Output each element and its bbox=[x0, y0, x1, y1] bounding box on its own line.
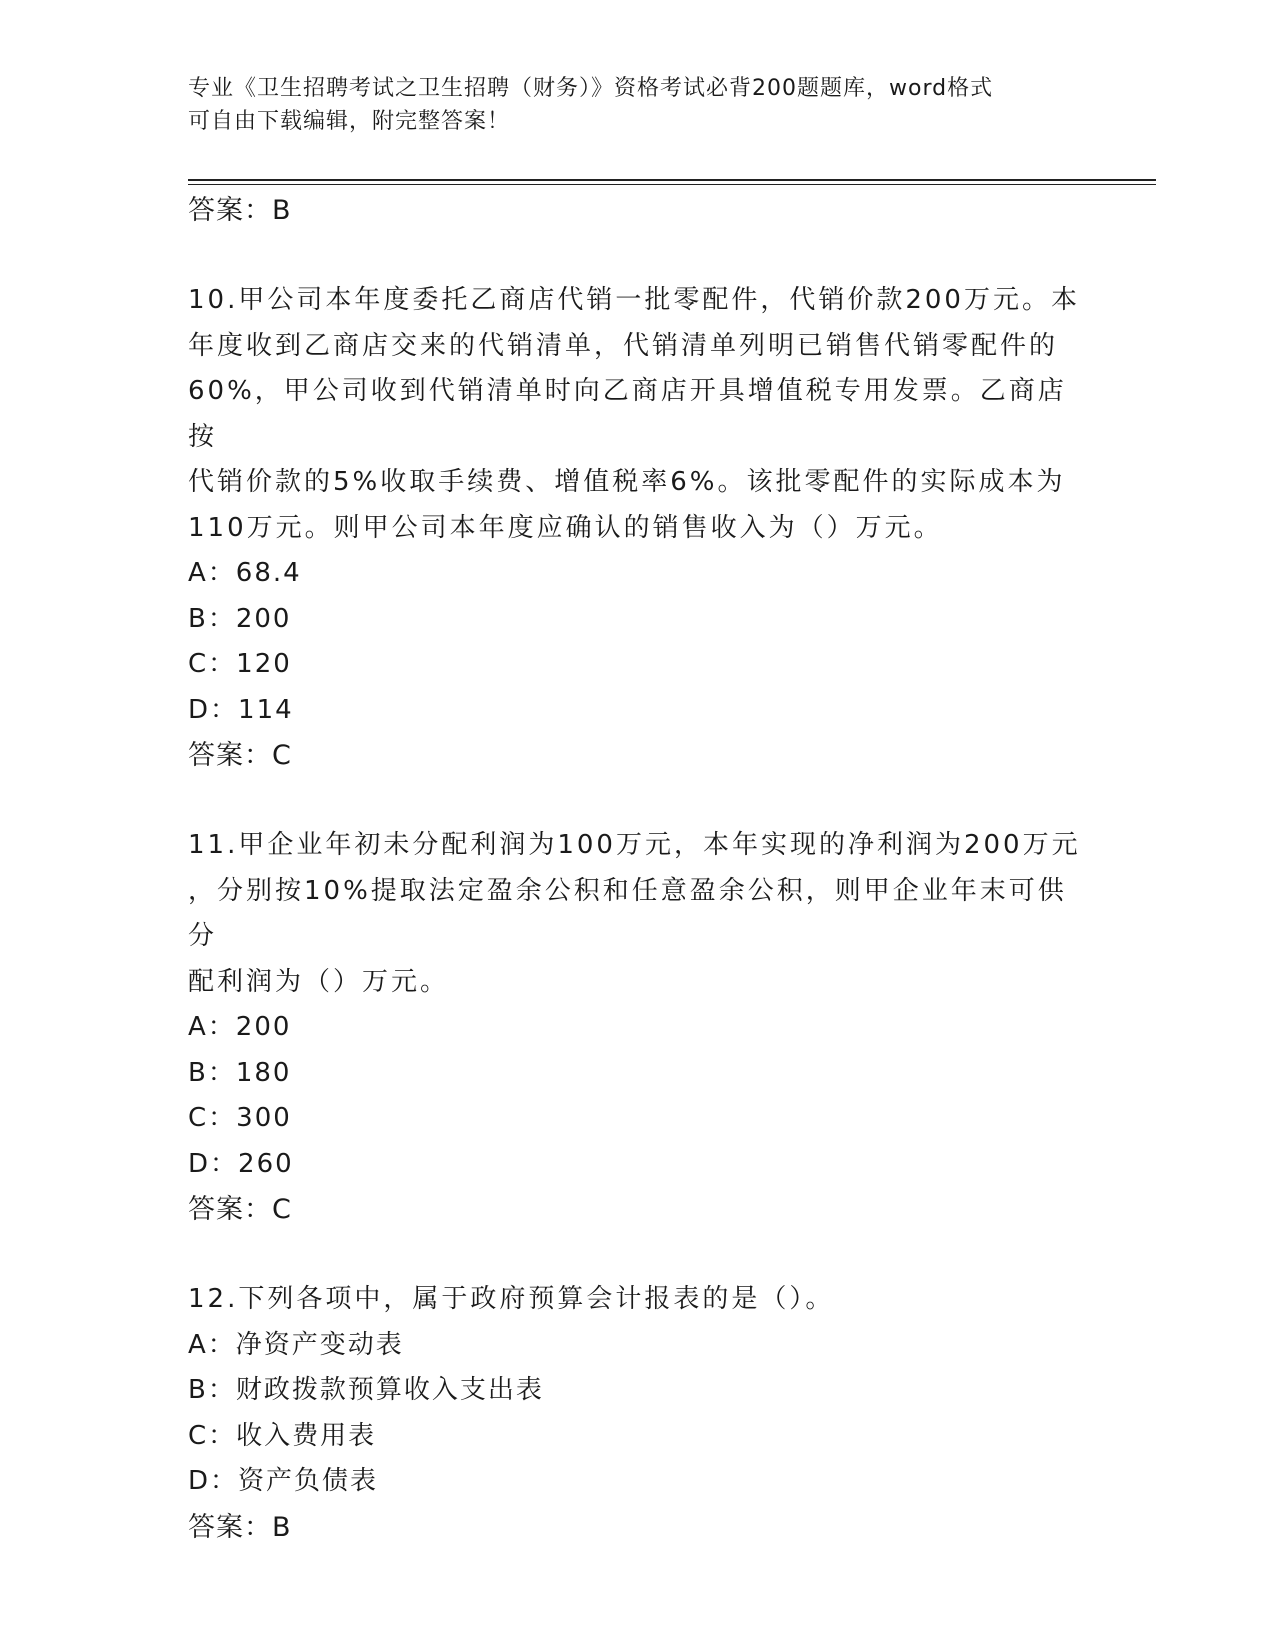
question-stem-line: 12.下列各项中，属于政府预算会计报表的是（）。 bbox=[188, 1284, 835, 1314]
option-b: B：200 bbox=[188, 603, 292, 634]
question-stem-line: 60%，甲公司收到代销清单时向乙商店开具增值税专用发票。乙商店按 bbox=[188, 376, 1067, 452]
question-stem-line: 配利润为（）万元。 bbox=[188, 966, 450, 997]
option-d: D：资产负债表 bbox=[188, 1466, 379, 1496]
question-list bbox=[188, 188, 1088, 1551]
question-10 bbox=[188, 278, 1088, 779]
option-a: A：68.4 bbox=[188, 558, 302, 588]
question-stem-line: 10.甲公司本年度委托乙商店代销一批零配件，代销价款200万元。本 bbox=[188, 285, 1080, 315]
question-stem-line: 110万元。则甲公司本年度应确认的销售收入为（）万元。 bbox=[188, 512, 943, 543]
header-rule-thin bbox=[188, 184, 1156, 185]
question-11 bbox=[188, 823, 1088, 1233]
option-c: C：收入费用表 bbox=[188, 1420, 377, 1451]
header-line-2: 可自由下载编辑，附完整答案！ bbox=[188, 109, 511, 134]
question-stem-line: 11.甲企业年初未分配利润为100万元，本年实现的净利润为200万元 bbox=[188, 830, 1081, 860]
header-rule-thick bbox=[188, 179, 1156, 181]
option-c: C：120 bbox=[188, 649, 292, 679]
option-c: C：300 bbox=[188, 1103, 292, 1133]
question-stem-line: 代销价款的5%收取手续费、增值税率6%。该批零配件的实际成本为 bbox=[188, 467, 1066, 497]
question-stem-line: ，分别按10%提取法定盈余公积和任意盈余公积，则甲企业年末可供分 bbox=[188, 875, 1067, 951]
header-line-1: 专业《卫生招聘考试之卫生招聘（财务）》资格考试必背200题题库，word格式 bbox=[188, 76, 994, 101]
option-b: B：180 bbox=[188, 1057, 292, 1088]
answer: 答案：C bbox=[188, 1194, 292, 1225]
option-d: D：114 bbox=[188, 694, 294, 725]
option-a: A：净资产变动表 bbox=[188, 1329, 404, 1360]
answer: 答案：C bbox=[188, 740, 292, 771]
question-stem-line: 年度收到乙商店交来的代销清单，代销清单列明已销售代销零配件的 bbox=[188, 330, 1059, 361]
option-b: B：财政拨款预算收入支出表 bbox=[188, 1375, 544, 1405]
answer: 答案：B bbox=[188, 1511, 292, 1543]
previous-answer: 答案：B bbox=[188, 195, 292, 226]
document-header bbox=[188, 72, 1088, 138]
question-12 bbox=[188, 1277, 1088, 1551]
option-a: A：200 bbox=[188, 1012, 292, 1042]
option-d: D：260 bbox=[188, 1148, 294, 1179]
